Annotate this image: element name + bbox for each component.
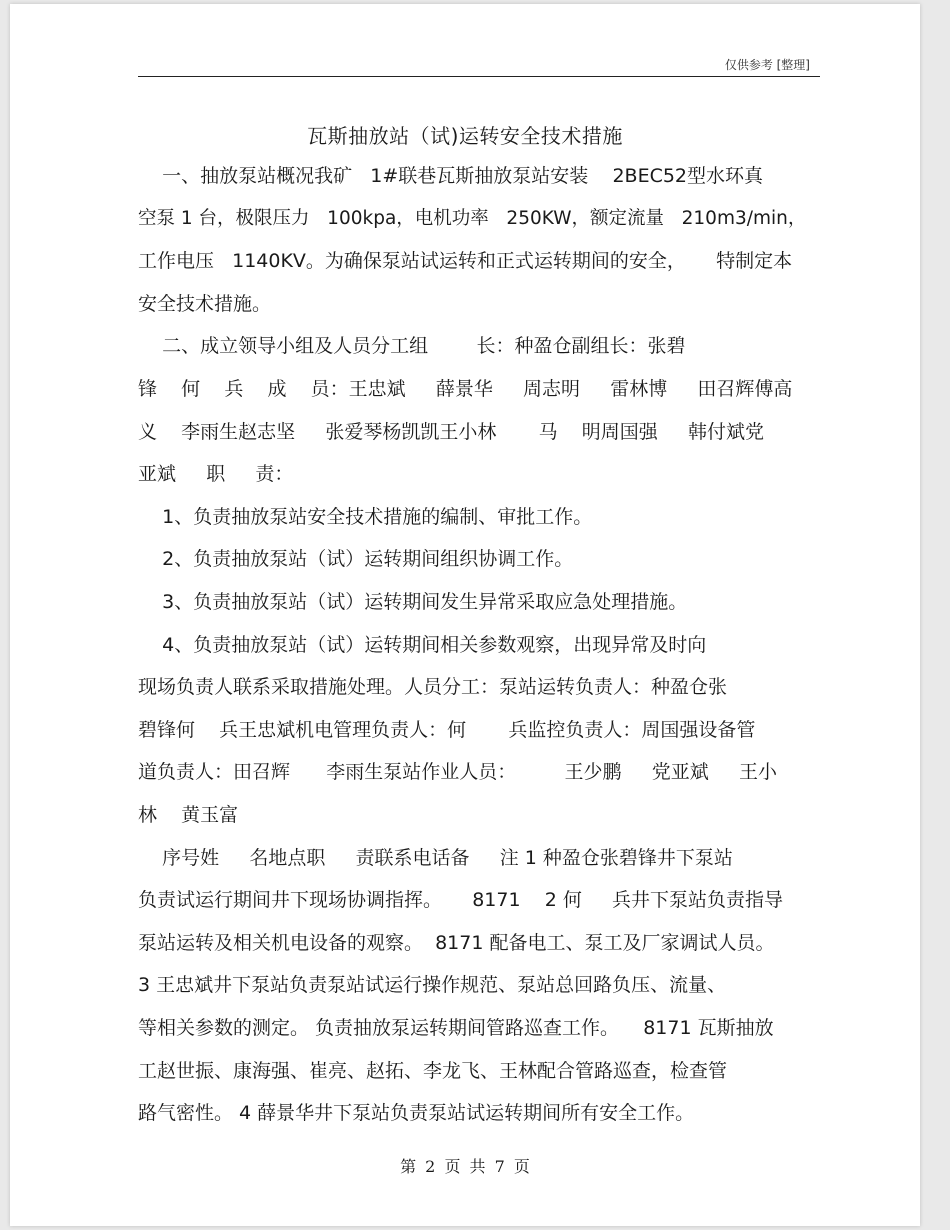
body-line: 4、负责抽放泵站（试）运转期间相关参数观察，出现异常及时向: [138, 633, 707, 656]
body-line: 二、成立领导小组及人员分工组 长：种盈仓副组长：张碧: [138, 335, 686, 358]
body-line: 义 李雨生赵志坚 张爱琴杨凯凯王小林 马 明周国强 韩付斌党: [138, 420, 764, 443]
body-line: 负责试运行期间井下现场协调指挥。 8171 2 何 兵井下泵站负责指导: [138, 889, 784, 912]
body-line: 3、负责抽放泵站（试）运转期间发生异常采取应急处理措施。: [138, 591, 688, 613]
body-line: 工赵世振、康海强、崔亮、赵拓、李龙飞、王林配合管路巡查，检查管: [138, 1059, 728, 1082]
body-line: 泵站运转及相关机电设备的观察。 8171 配备电工、泵工及厂家调试人员。: [138, 931, 775, 954]
body-line: 亚斌 职 责：: [138, 463, 294, 486]
body-line: 锋 何 兵 成 员：王忠斌 薛景华 周志明 雷林博 田召辉傅高: [138, 378, 793, 400]
body-line: 空泵 1 台，极限压力 100kpa，电机功率 250KW，额定流量 210m3/min，: [138, 207, 807, 229]
body-line: 2、负责抽放泵站（试）运转期间组织协调工作。: [138, 548, 574, 571]
document-page: [10, 4, 920, 1226]
header-note: 仅供参考 [整理]: [724, 58, 810, 72]
document-title: 瓦斯抽放站（试)运转安全技术措施: [307, 124, 623, 148]
header-rule: [138, 76, 820, 77]
body-line: 工作电压 1140KV。为确保泵站试运转和正式运转期间的安全， 特制定本: [138, 250, 793, 273]
body-line: 路气密性。 4 薛景华井下泵站负责泵站试运转期间所有安全工作。: [138, 1102, 695, 1125]
body-line: 3 王忠斌井下泵站负责泵站试运行操作规范、泵站总回路负压、流量、: [138, 974, 727, 997]
body-line: 现场负责人联系采取措施处理。人员分工：泵站运转负责人：种盈仓张: [138, 676, 728, 699]
body-line: 1、负责抽放泵站安全技术措施的编制、审批工作。: [138, 505, 593, 528]
body-line: 林 黄玉富: [138, 804, 239, 826]
body-line: 道负责人：田召辉 李雨生泵站作业人员： 王少鹏 党亚斌 王小: [138, 761, 777, 784]
body-line: 一、抽放泵站概况我矿 1#联巷瓦斯抽放泵站安装 2BEC52型水环真: [138, 165, 764, 187]
body-line: 等相关参数的测定。 负责抽放泵运转期间管路巡查工作。 8171 瓦斯抽放: [138, 1017, 774, 1039]
body-line: 序号姓 名地点职 责联系电话备 注 1 种盈仓张碧锋井下泵站: [138, 846, 733, 869]
page-footer: 第 2 页 共 7 页: [400, 1157, 530, 1176]
body-line: 安全技术措施。: [138, 292, 272, 315]
body-line: 碧锋何 兵王忠斌机电管理负责人：何 兵监控负责人：周国强设备管: [138, 718, 756, 741]
